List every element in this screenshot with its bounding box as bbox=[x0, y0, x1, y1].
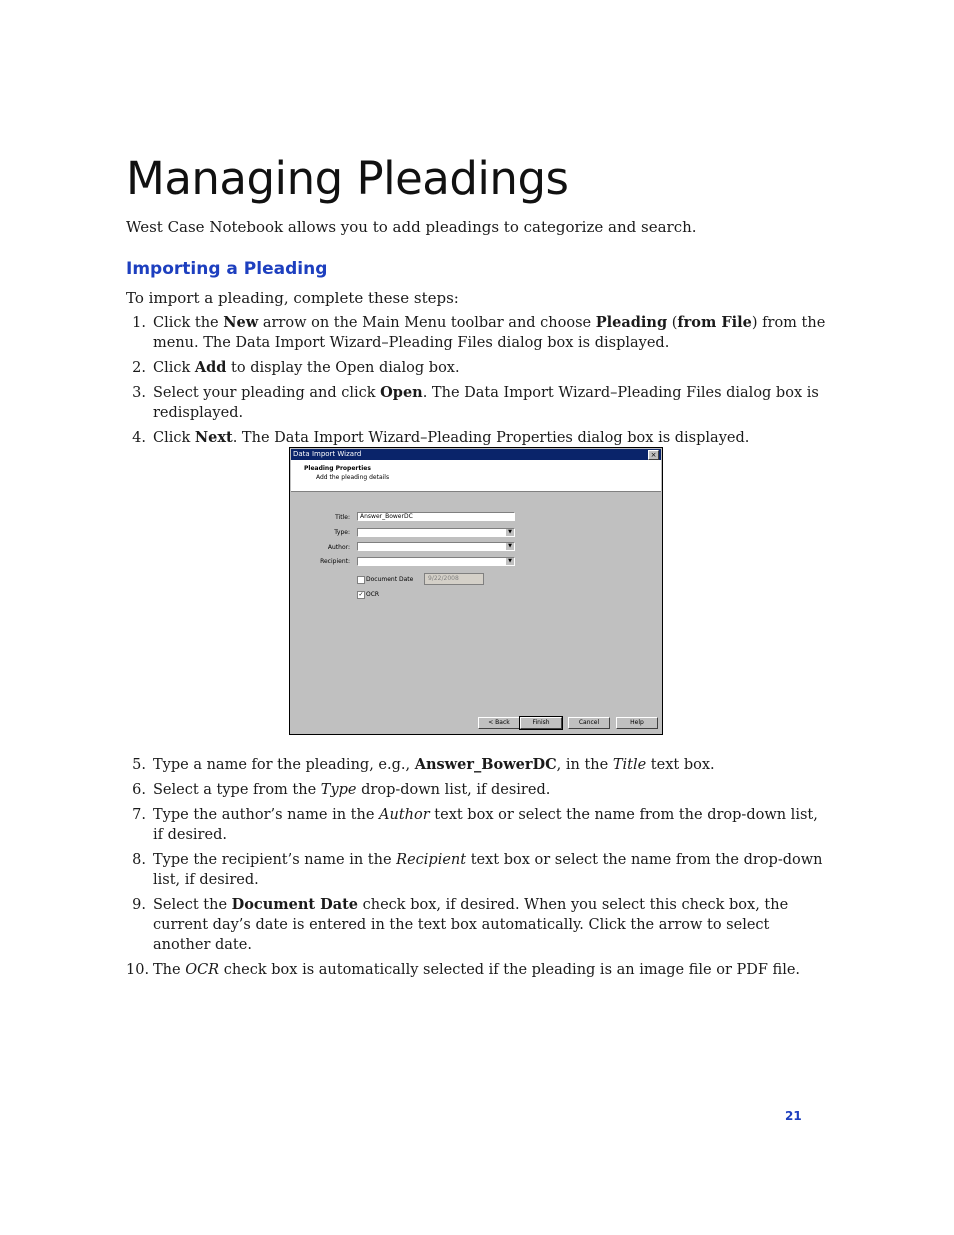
chevron-down-icon[interactable]: ▼ bbox=[506, 543, 514, 550]
steps-list-before bbox=[126, 313, 826, 453]
step-bold: Add bbox=[194, 359, 227, 376]
chevron-down-icon[interactable]: ▼ bbox=[506, 529, 514, 536]
step-text: Select your pleading and click bbox=[153, 385, 381, 401]
dialog-header-title: Pleading Properties bbox=[304, 465, 371, 472]
step-text: Type a name for the pleading, e.g., bbox=[153, 757, 415, 773]
document-date-label: Document Date bbox=[366, 576, 414, 583]
step-number: 7. bbox=[132, 807, 146, 823]
ocr-checkbox[interactable]: ✓ bbox=[358, 591, 364, 598]
step-number: 4. bbox=[132, 430, 146, 446]
step-text: . The Data Import Wizard–Pleading Properties dialog box is displayed. bbox=[232, 430, 750, 446]
step-text: drop-down list, if desired. bbox=[356, 782, 551, 798]
page-number: 21 bbox=[785, 1109, 802, 1123]
step-number: 8. bbox=[132, 852, 146, 868]
step-9 bbox=[126, 895, 826, 955]
dialog-header-subtitle: Add the pleading details bbox=[316, 474, 390, 481]
step-10 bbox=[126, 960, 826, 980]
step-bold: Answer_BowerDC bbox=[414, 756, 557, 773]
recipient-dropdown[interactable] bbox=[357, 557, 515, 566]
recipient-label: Recipient: bbox=[320, 558, 350, 565]
title-field[interactable]: Answer_BowerDC bbox=[357, 512, 515, 521]
intro-paragraph: West Case Notebook allows you to add pleadings to categorize and search. bbox=[126, 218, 697, 236]
section-heading: Importing a Pleading bbox=[126, 259, 328, 279]
step-text: check box, if desired. When you select this check box, the current day’s date is entered in the text box automatically. Click the arrow to select another date. bbox=[153, 897, 789, 953]
author-label: Author: bbox=[327, 544, 350, 551]
step-bold: Pleading bbox=[595, 314, 668, 331]
step-1 bbox=[126, 313, 826, 353]
data-import-wizard-screenshot bbox=[289, 447, 663, 735]
step-italic: Title bbox=[612, 757, 647, 773]
step-number: 2. bbox=[132, 360, 146, 376]
step-number: 5. bbox=[132, 757, 146, 773]
dialog-header bbox=[291, 460, 661, 492]
step-text: Click bbox=[153, 360, 195, 376]
dialog-title: Data Import Wizard bbox=[293, 450, 362, 458]
type-dropdown[interactable] bbox=[357, 528, 515, 537]
step-italic: Recipient bbox=[396, 852, 467, 868]
step-number: 10. bbox=[126, 962, 150, 978]
step-number: 9. bbox=[132, 897, 146, 913]
step-text: ) from the menu. The Data Import Wizard–Pleading Files dialog box is displayed. bbox=[153, 315, 826, 351]
lead-paragraph: To import a pleading, complete these steps: bbox=[126, 289, 459, 307]
step-5 bbox=[126, 755, 826, 775]
step-3 bbox=[126, 383, 826, 423]
step-text: text box or select the name from the drop-down list, if desired. bbox=[153, 807, 818, 843]
title-label: Title: bbox=[335, 514, 350, 521]
step-text: Select a type from the bbox=[153, 782, 321, 798]
step-bold: Next bbox=[194, 429, 233, 446]
step-2 bbox=[126, 358, 826, 378]
step-italic: Author bbox=[379, 807, 430, 823]
document-date-checkbox[interactable] bbox=[357, 576, 365, 584]
step-italic: Type bbox=[320, 782, 357, 798]
step-text: Click bbox=[153, 430, 195, 446]
step-bold: from File bbox=[677, 314, 752, 331]
cancel-button[interactable]: Cancel bbox=[568, 717, 610, 729]
document-date-field[interactable]: 9/22/2008 bbox=[424, 573, 484, 585]
step-8 bbox=[126, 850, 826, 890]
author-dropdown[interactable] bbox=[357, 542, 515, 551]
step-text: text box. bbox=[646, 757, 715, 773]
step-6 bbox=[126, 780, 826, 800]
step-number: 1. bbox=[132, 315, 146, 331]
step-number: 3. bbox=[132, 385, 146, 401]
step-text: Select the bbox=[153, 897, 232, 913]
chevron-down-icon[interactable]: ▼ bbox=[506, 558, 514, 565]
step-text: . The Data Import Wizard–Pleading Files dialog box is redisplayed. bbox=[153, 385, 819, 421]
step-italic: OCR bbox=[185, 962, 220, 978]
step-bold: Document Date bbox=[231, 896, 359, 913]
close-icon[interactable]: × bbox=[648, 450, 659, 460]
step-text: to display the Open dialog box. bbox=[226, 360, 460, 376]
step-bold: New bbox=[223, 314, 259, 331]
step-text: , in the bbox=[556, 757, 613, 773]
back-button[interactable]: < Back bbox=[478, 717, 520, 729]
type-label: Type: bbox=[334, 529, 350, 536]
step-bold: Open bbox=[380, 384, 423, 401]
step-text: Type the author’s name in the bbox=[153, 807, 380, 823]
ocr-label: OCR bbox=[366, 591, 380, 598]
steps-list-after bbox=[126, 755, 826, 985]
help-button[interactable]: Help bbox=[616, 717, 658, 729]
step-text: check box is automatically selected if the pleading is an image file or PDF file. bbox=[219, 962, 801, 978]
dialog-titlebar bbox=[291, 449, 661, 460]
step-text: ( bbox=[667, 315, 678, 331]
step-text: The bbox=[153, 962, 186, 978]
step-7 bbox=[126, 805, 826, 845]
step-4 bbox=[126, 428, 826, 448]
step-text: Click the bbox=[153, 315, 224, 331]
step-text: text box or select the name from the drop-down list, if desired. bbox=[153, 852, 823, 888]
page-title: Managing Pleadings bbox=[126, 152, 569, 205]
step-text: arrow on the Main Menu toolbar and choose bbox=[258, 315, 596, 331]
finish-button[interactable]: Finish bbox=[520, 717, 562, 729]
step-number: 6. bbox=[132, 782, 146, 798]
step-text: Type the recipient’s name in the bbox=[153, 852, 397, 868]
